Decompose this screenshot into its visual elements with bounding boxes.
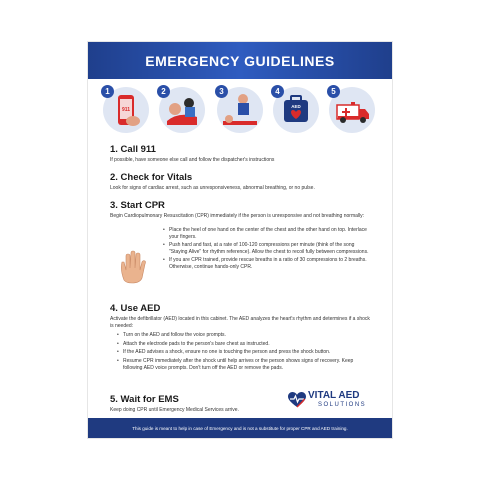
step-number-2: 2 bbox=[157, 85, 170, 98]
step-number-3: 3 bbox=[215, 85, 228, 98]
list-item: • Turn on the AED and follow the voice prompts. bbox=[116, 332, 360, 339]
vital-aed-logo bbox=[288, 390, 378, 412]
section-intro: Begin Cardiopulmonary Resuscitation (CPR) immediately if the person is unresponsive and not breathing normally: bbox=[110, 213, 365, 219]
list-item: • Resume CPR immediately after the shock until help arrives or the person shows signs of recovery. Keep following AED voice prompts. Don't turn off the AED or remove the pads. bbox=[116, 358, 360, 371]
section-title: 2. Check for Vitals bbox=[110, 172, 193, 183]
section-title: 1. Call 911 bbox=[110, 144, 156, 155]
section-check-vitals bbox=[110, 172, 372, 192]
logo-subtext: SOLUTIONS bbox=[318, 402, 367, 408]
section-title: 5. Wait for EMS bbox=[110, 394, 179, 405]
header-banner bbox=[88, 42, 392, 79]
step-number-5: 5 bbox=[327, 85, 340, 98]
steps-icon-row bbox=[101, 87, 381, 137]
step-number-1: 1 bbox=[101, 85, 114, 98]
list-item: • Push hard and fast, at a rate of 100-120 compressions per minute (think of the song "Staying Alive" for rhythm reference). Allow the chest to recoil fully between compressions. bbox=[162, 242, 372, 255]
section-wait-ems bbox=[110, 394, 280, 414]
section-body: Look for signs of cardiac arrest, such as unresponsiveness, abnormal breathing, or no pulse. bbox=[110, 185, 315, 191]
page-title: EMERGENCY GUIDELINES bbox=[145, 52, 335, 69]
section-body: If possible, have someone else call and follow the dispatcher's instructions bbox=[110, 157, 275, 163]
section-title: 3. Start CPR bbox=[110, 200, 165, 211]
guidelines-poster bbox=[88, 42, 392, 438]
section-body: Keep doing CPR until Emergency Medical Services arrive. bbox=[110, 407, 239, 413]
list-item: • If the AED advises a shock, ensure no one is touching the person and press the shock button. bbox=[116, 349, 360, 356]
svg-text:AED: AED bbox=[291, 104, 301, 109]
section-call-911 bbox=[110, 144, 372, 164]
step-number-4: 4 bbox=[271, 85, 284, 98]
section-intro: Activate the defibrillator (AED) located in this cabinet. The AED analyzes the heart's rhythm and determines if a shock is needed: bbox=[110, 316, 370, 329]
heart-logo-icon bbox=[288, 392, 306, 408]
section-title: 4. Use AED bbox=[110, 303, 161, 314]
footer-disclaimer bbox=[88, 418, 392, 438]
footer-text: This guide is meant to help in case of Emergency and is not a substitute for proper CPR and AED training. bbox=[132, 425, 348, 431]
svg-text:911: 911 bbox=[121, 107, 131, 113]
section-use-aed bbox=[110, 303, 372, 371]
section-start-cpr bbox=[110, 200, 372, 270]
hand-icon bbox=[118, 250, 148, 284]
list-item: • If you are CPR trained, provide rescue breaths in a ratio of 30 compressions to 2 breaths. Otherwise, continue hands-only CPR. bbox=[162, 257, 372, 270]
logo-text: VITAL AED bbox=[308, 390, 360, 401]
list-item: • Place the heel of one hand on the center of the chest and the other hand on top. Interlace your fingers. bbox=[162, 227, 372, 240]
list-item: • Attach the electrode pads to the person's bare chest as instructed. bbox=[116, 341, 360, 348]
